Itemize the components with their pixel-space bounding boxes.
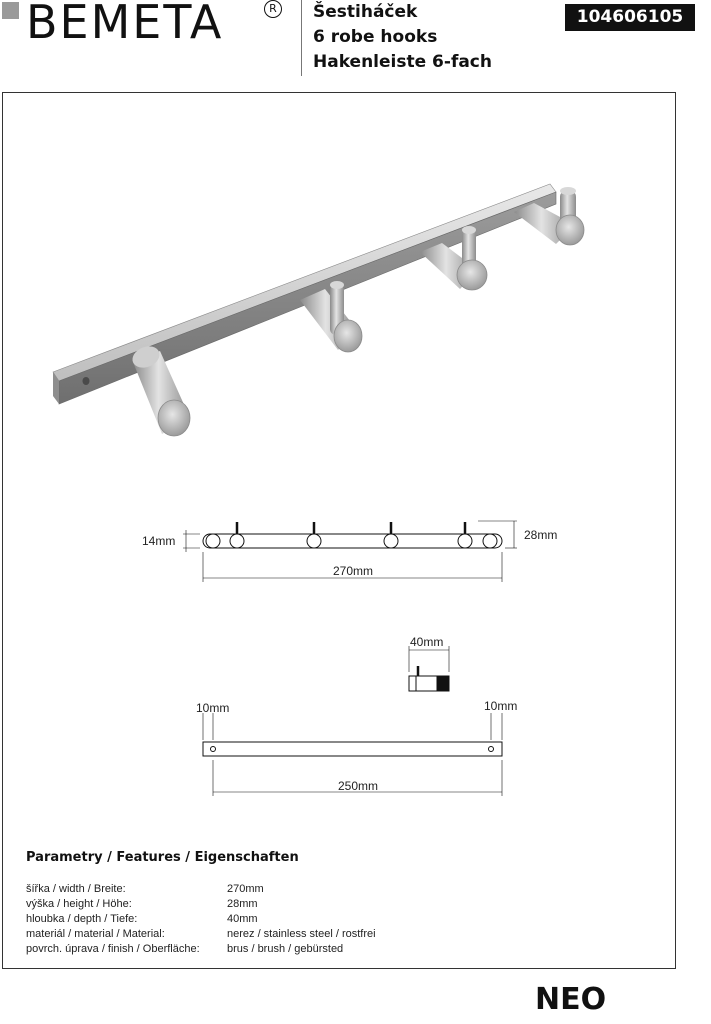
dim-label-hole-spacing: 250mm	[338, 779, 379, 793]
parameter-label: materiál / material / Material:	[26, 928, 165, 940]
dim-label-right-offset: 10mm	[484, 699, 518, 713]
parameters-heading: Parametry / Features / Eigenschaften	[26, 850, 299, 865]
series-name: NEO	[535, 982, 607, 1017]
parameter-value: 28mm	[227, 898, 258, 910]
product-render-image	[53, 184, 584, 436]
dim-label-depth: 40mm	[410, 635, 444, 649]
title-line-en: 6 robe hooks	[313, 27, 438, 47]
parameter-label: hloubka / depth / Tiefe:	[26, 913, 138, 925]
dim-label-width: 270mm	[333, 564, 374, 578]
parameter-label: šířka / width / Breite:	[26, 883, 126, 895]
title-line-cz: Šestiháček	[313, 2, 418, 22]
parameter-value: 40mm	[227, 913, 258, 925]
parameter-label: povrch. úprava / finish / Oberfläche:	[26, 943, 200, 955]
product-code-badge: 104606105	[565, 4, 695, 31]
parameter-value: nerez / stainless steel / rostfrei	[227, 928, 376, 940]
logo-text: BEMETA	[26, 0, 224, 49]
side-view-drawing	[409, 646, 449, 691]
dim-label-left-offset: 10mm	[196, 701, 230, 715]
hook-1	[129, 342, 190, 436]
dim-label-hook-height: 28mm	[524, 528, 558, 542]
parameter-value: 270mm	[227, 883, 264, 895]
parameter-value: brus / brush / gebürsted	[227, 943, 344, 955]
parameter-label: výška / height / Höhe:	[26, 898, 132, 910]
dim-label-height: 14mm	[142, 534, 176, 548]
registered-mark-icon: R	[264, 0, 282, 18]
title-line-de: Hakenleiste 6-fach	[313, 52, 492, 72]
